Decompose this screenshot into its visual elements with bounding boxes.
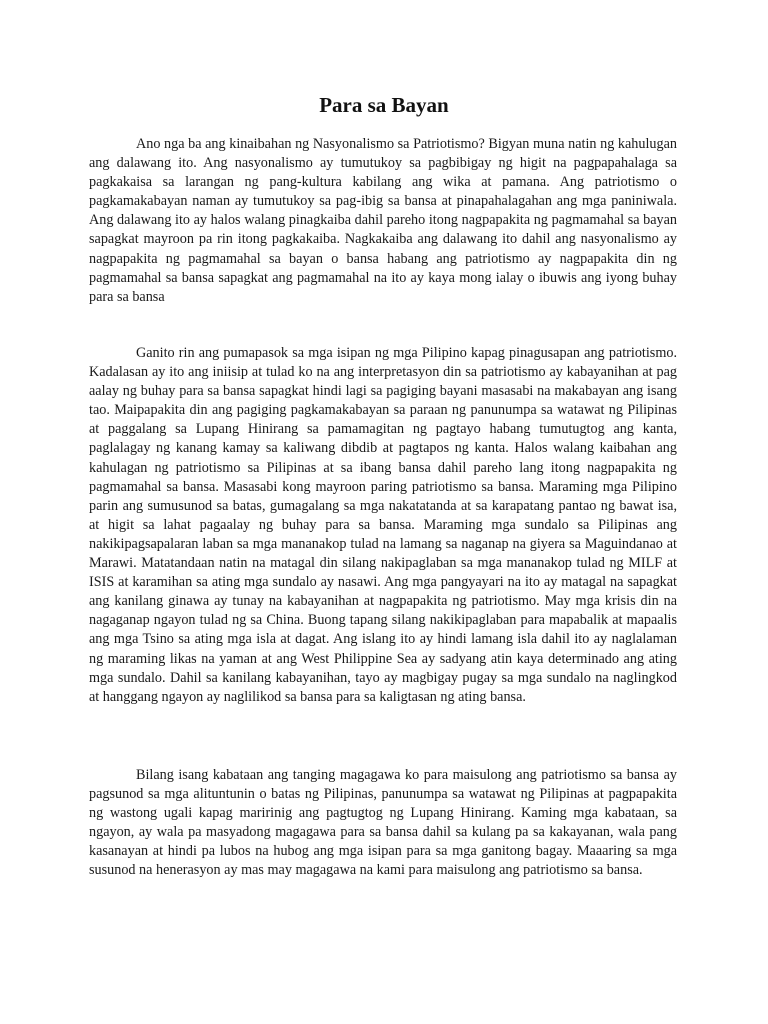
paragraph-1: Ano nga ba ang kinaibahan ng Nasyonalismo sa Patriotismo? Bigyan muna natin ng kahulugan ang dalawang ito. Ang nasyonalismo ay tumutukoy sa pagbibigay ng higit na pagpapahalaga sa pagkakaisa sa larangan ng pang-kultura kabilang ang wika at pamana. Ang patriotismo o pagkamakabayan naman ay tumutukoy sa pag-ibig sa bansa at pinapahalagahan ang mga paniniwala. Ang dalawang ito ay halos walang pinagkaiba dahil pareho itong nagpapakita ng pagmamahal sa bayan sapagkat mayroon pa rin itong pagkakaiba. Nagkakaiba ang dalawang ito dahil ang nasyonalismo ay nagpapakita ng pagmamahal sa bayan o bansa habang ang patriotismo ay nagpapakita din ng pagmamahal sa bansa sapagkat ang pagmamahal na ito ay kaya mong ialay o ibuwis ang iyong buhay para sa bansa	[89, 136, 677, 305]
paragraph-3: Bilang isang kabataan ang tanging magagawa ko para maisulong ang patriotismo sa bansa ay pagsunod sa mga alituntunin o batas ng Pilipinas, panunumpa sa watawat ng Pilipinas at pagpapakita ng wastong ugali kapag maririnig ang pagtugtog ng Lupang Hinirang. Kaming mga kabataan, sa ngayon, ay wala pa masyadong magagawa para sa bansa dahil sa kulang pa sa kakayanan, wala pang kasanayan at hindi pa lubos na hubog ang mga isipan para sa mga ganitong bagay. Maaaring sa mga susunod na henerasyon ay mas may magagawa na kami para maisulong ang patriotismo sa bansa.	[89, 767, 677, 879]
document-title: Para sa Bayan	[319, 93, 449, 117]
paragraph-2: Ganito rin ang pumapasok sa mga isipan ng mga Pilipino kapag pinagusapan ang patriotismo. Kadalasan ay ito ang iniisip at tulad ko na ang interpretasyon din sa patriotismo ay kabayanihan at pag aalay ng buhay para sa bansa sapagkat hindi lagi sa pagiging bayani masasabi na makabayan ang isang tao. Maipapakita din ang pagiging pagkamakabayan sa paraan ng panunumpa sa watawat ng Pilipinas at paggalang sa Lupang Hinirang sa pamamagitan ng pagtayo habang tumutugtog ang kanta, paglalagay ng kanang kamay sa kaliwang dibdib at pagtapos ng kanta. Halos walang kaibahan ang kahulagan ng patriotismo sa Pilipinas at sa ibang bansa dahil pareho lang itong nagpapakita ng pagmamahal sa bansa. Masasabi kong mayroon paring patriotismo sa bansa. Maraming mga Pilipino parin ang sumusunod sa batas, gumagalang sa mga nakatatanda at sa karapatang pantao ng bawat isa, at higit sa lahat pagaalay ng buhay para sa bansa. Maraming mga sundalo sa Pilipinas ang nakikipagsapalaran laban sa mga mananakop tulad na lamang sa naganap na giyera sa Maguindanao at Marawi. Matatandaan natin na matagal din silang nakipaglaban sa mga mananakop tulad ng MILF at ISIS at karamihan sa ating mga sundalo ay nasawi. Ang mga pangyayari na ito ay matagal na sapagkat ang kanilang ginawa ay tunay na kabayanihan at nagpapakita ng patriotismo. May mga krisis din na nagaganap ngayon tulad ng sa China. Buong tapang silang nakikipaglaban para mapabalik at mapaalis ang mga Tsino sa ating mga isla at dagat. Ang islang ito ay hindi lamang isla dahil ito ay naglalaman ng maraming likas na yaman at ang West Philippine Sea ay sadyang atin kaya determinado ang ating mga sundalo. Dahil sa kanilang kabayanihan, tayo ay magbigay pugay sa mga sundalo na naglingkod at hanggang ngayon ay naglilikod sa bansa para sa kaligtasan ng ating bansa.	[89, 345, 677, 705]
